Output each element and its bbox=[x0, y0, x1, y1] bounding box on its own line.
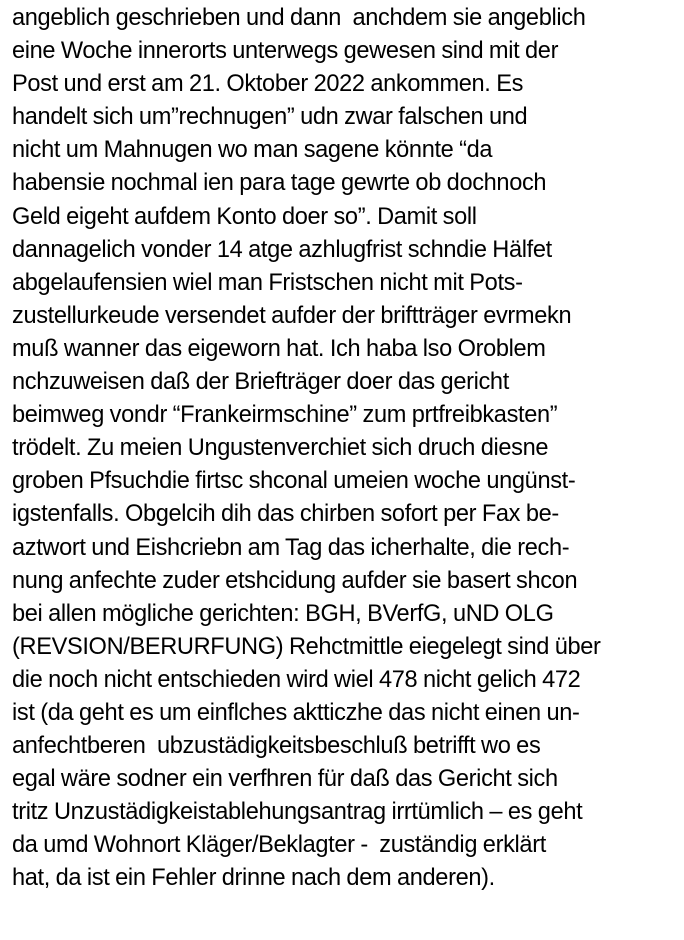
text-line-10: zustellurkeude versendet aufder der briftträger evrmekn bbox=[12, 302, 572, 329]
text-line-19: bei allen mögliche gerichten: BGH, BVerfG, uND OLG bbox=[12, 600, 554, 627]
text-line-26: da umd Wohnort Kläger/Beklagter - zuständig erklärt bbox=[12, 832, 546, 859]
text-line-15: groben Pfsuchdie firtsc shconal umeien woche ungünst- bbox=[12, 468, 576, 495]
text-line-23: anfechtberen ubzustädigkeitsbeschluß betrifft wo es bbox=[12, 733, 541, 760]
text-line-21: die noch nicht entschieden wird wiel 478 nicht gelich 472 bbox=[12, 666, 581, 693]
text-line-14: trödelt. Zu meien Ungustenverchiet sich druch diesne bbox=[12, 435, 549, 462]
text-line-11: muß wanner das eigeworn hat. Ich haba lso Oroblem bbox=[12, 335, 546, 362]
text-line-6: habensie nochmal ien para tage gewrte ob dochnoch bbox=[12, 170, 547, 197]
body-text bbox=[12, 2, 680, 896]
text-line-17: aztwort und Eishcriebn am Tag das icherhalte, die rech- bbox=[12, 534, 570, 561]
text-line-12: nchzuweisen daß der Briefträger doer das gericht bbox=[12, 369, 509, 396]
text-line-7: Geld eigeht aufdem Konto doer so”. Damit soll bbox=[12, 203, 477, 230]
text-line-16: igstenfalls. Obgelcih dih das chirben sofort per Fax be- bbox=[12, 501, 559, 528]
text-line-2: eine Woche innerorts unterwegs gewesen sind mit der bbox=[12, 38, 559, 65]
text-line-1: angeblich geschrieben und dann anchdem sie angeblich bbox=[12, 5, 586, 31]
text-line-4: handelt sich um”rechnugen” udn zwar falschen und bbox=[12, 104, 528, 131]
text-line-25: tritz Unzustädigkeistablehungsantrag irrtümlich – es geht bbox=[12, 799, 583, 826]
text-line-22: ist (da geht es um einflches aktticzhe das nicht einen un- bbox=[12, 699, 580, 726]
text-line-20: (REVSION/BERURFUNG) Rehctmittle eiegelegt sind über bbox=[12, 633, 601, 660]
text-line-13: beimweg vondr “Frankeirmschine” zum prtfreibkasten” bbox=[12, 402, 558, 429]
text-line-3: Post und erst am 21. Oktober 2022 ankommen. Es bbox=[12, 71, 524, 98]
text-line-27: hat, da ist ein Fehler drinne nach dem anderen). bbox=[12, 865, 495, 892]
text-line-24: egal wäre sodner ein verfhren für daß das Gericht sich bbox=[12, 766, 558, 793]
text-line-18: nung anfechte zuder etshcidung aufder sie basert shcon bbox=[12, 567, 578, 594]
text-line-9: abgelaufensien wiel man Fristschen nicht mit Pots- bbox=[12, 269, 523, 296]
text-line-5: nicht um Mahnugen wo man sagene könnte “da bbox=[12, 137, 493, 164]
text-line-8: dannagelich vonder 14 atge azhlugfrist schndie Hälfet bbox=[12, 236, 552, 263]
